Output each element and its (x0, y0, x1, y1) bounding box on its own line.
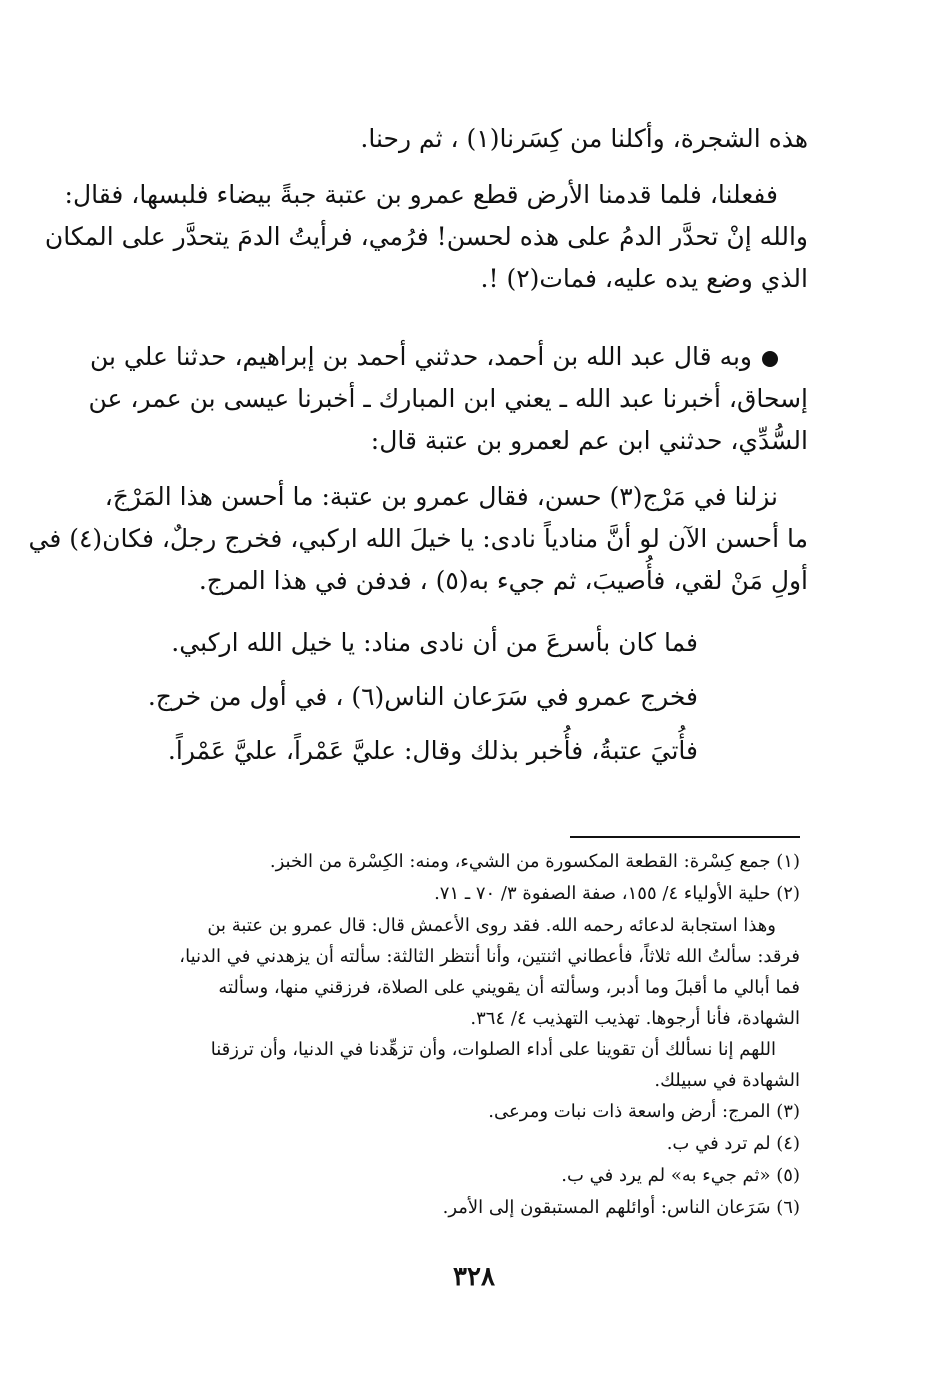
text-line: أولِ مَنْ لقي، فأُصيبَ، ثم جيء به(٥) ، فدفن في هذا المرج. (198, 566, 808, 595)
footnote-2-text: فرقد: سألتُ الله ثلاثاً، فأعطاني اثنتين، وأنا أنتظر الثالثة: سألته أن يزهدني في الدنيا، (179, 946, 800, 967)
footnote-3: (٣) المرج: أرض واسعة ذات نبات ومرعى. (488, 1101, 800, 1122)
footnote-2-text: وهذا استجابة لدعائه رحمه الله. فقد روى الأعمش قال: قال عمرو بن عتبة بن (207, 915, 776, 936)
footnote-2: (٢) حلية الأولياء ٤/ ١٥٥، صفة الصفوة ٣/ ٧٠ ـ ٧١. (434, 883, 800, 904)
footnote-2-prayer: اللهم إنا نسألك أن تقوينا على أداء الصلوات، وأن تزهِّدنا في الدنيا، وأن ترزقنا (210, 1039, 776, 1060)
paragraph-2 (44, 174, 808, 300)
text-line: فما كان بأسرعَ من أن نادى مناد: يا خيل الله اركبي. (171, 628, 698, 657)
footnote-1: (١) جمع كِسْرة: القطعة المكسورة من الشيء، ومنه: الكِسْرة من الخبز. (269, 851, 800, 872)
text-line: فخرج عمرو في سَرَعان الناس(٦) ، في أول من خرج. (147, 682, 698, 711)
text-line: ما أحسن الآن لو أنَّ منادياً نادى: يا خيلَ الله اركبي، فخرج رجلٌ، فكان(٤) في (28, 524, 808, 553)
text-line: الذي وضع يده عليه، فمات(٢) !. (480, 264, 808, 293)
bullet-icon (762, 351, 778, 367)
paragraph-4 (28, 476, 808, 602)
footnote-6: (٦) سَرَعان الناس: أوائلهم المستبقون إلى الأمر. (442, 1197, 800, 1218)
text-line: السُّدِّي، حدثني ابن عم لعمرو بن عتبة قال: (370, 426, 808, 455)
text-line: هذه الشجرة، وأكلنا من كِسَرنا(١) ، ثم رحنا. (360, 124, 808, 153)
text-line: والله إنْ تحدَّر الدمُ على هذه لحسن! فرُمي، فرأيتُ الدمَ يتحدَّر على المكان (44, 222, 808, 251)
page-number: ٣٢٨ (453, 1262, 495, 1292)
footnote-4: (٤) لم ترد في ب. (666, 1133, 800, 1154)
text-line: ففعلنا، فلما قدمنا الأرض قطع عمرو بن عتبة جبةً بيضاء فلبسها، فقال: (64, 180, 778, 209)
footnote-2-prayer: الشهادة في سبيلك. (654, 1070, 800, 1091)
footnote-separator (570, 836, 800, 838)
footnote-5: (٥) «ثم جيء به» لم يرد في ب. (561, 1165, 800, 1186)
main-text (28, 118, 808, 778)
footnotes (78, 846, 800, 1224)
paragraph-3 (78, 336, 808, 462)
footnote-2-text: الشهادة، فأنا أرجوها. تهذيب التهذيب ٤/ ٣٦٤. (470, 1008, 800, 1029)
paragraph-1 (78, 118, 808, 160)
text-line: نزلنا في مَرْج(٣) حسن، فقال عمرو بن عتبة: ما أحسن هذا المَرْجَ، (104, 482, 778, 511)
text-line: وبه قال عبد الله بن أحمد، حدثني أحمد بن إبراهيم، حدثنا علي بن (78, 336, 808, 378)
text-line: فأُتيَ عتبةُ، فأُخبر بذلك وقال: عليَّ عَمْراً، عليَّ عَمْراً. (167, 736, 698, 765)
text-line: إسحاق، أخبرنا عبد الله ـ يعني ابن المبارك ـ أخبرنا عيسى بن عمر، عن (88, 384, 808, 413)
footnote-2-text: فما أبالي ما أقبلَ وما أدبر، وسألته أن يقويني على الصلاة، فرزقني منها، وسألته (218, 977, 800, 998)
narrative-lines (78, 616, 808, 778)
